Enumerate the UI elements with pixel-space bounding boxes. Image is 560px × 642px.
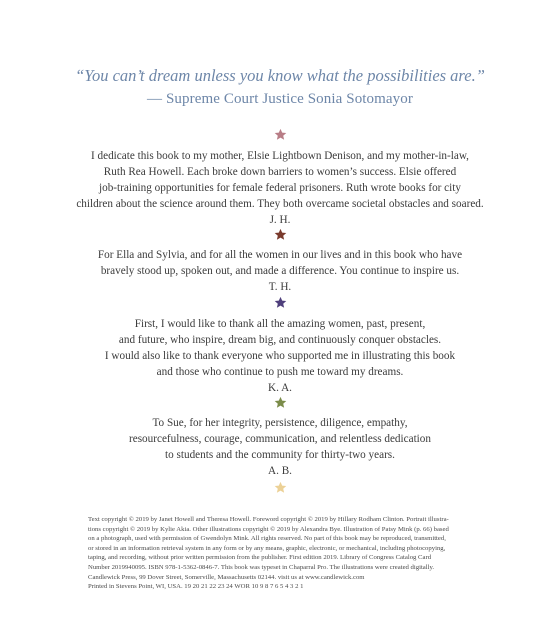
dedication-initials: T. H. — [268, 281, 292, 293]
copyright-line: taping, and recording, without prior written permission from the publisher. First edition 2019. Library of Congress Catalog Card — [88, 554, 432, 562]
dedication-line: and future, who inspire, dream big, and continuously conquer obstacles. — [118, 334, 442, 346]
dedication-j-h — [0, 148, 560, 228]
dedication-line: I dedicate this book to my mother, Elsie Lightbown Denison, and my mother-in-law, — [91, 150, 469, 162]
dedication-initials: J. H. — [269, 214, 291, 226]
star-divider-icon — [274, 396, 287, 409]
star-divider-icon — [274, 128, 287, 141]
dedication-line: and those who continue to push me toward my dreams. — [156, 366, 404, 378]
dedication-a-b — [0, 415, 560, 479]
dedication-line: resourcefulness, courage, communication, and relentless dedication — [129, 433, 431, 445]
star-divider-icon — [274, 481, 287, 494]
star-divider-icon — [274, 296, 287, 309]
dedication-line: For Ella and Sylvia, and for all the women in our lives and in this book who have — [97, 249, 463, 261]
copyright-line: or stored in an information retrieval system in any form or by any means, graphic, electronic, or mechanical, including photocopying, — [88, 544, 446, 552]
dedication-initials: A. B. — [268, 465, 292, 477]
copyright-notice — [88, 515, 480, 592]
dedication-line: Ruth Rea Howell. Each broke down barriers to women’s success. Elsie offered — [103, 166, 457, 178]
dedication-line: to students and the community for thirty-two years. — [165, 449, 395, 461]
dedication-line: First, I would like to thank all the amazing women, past, present, — [134, 318, 426, 330]
dedication-line: children about the science around them. They both overcame societal obstacles and soared. — [76, 198, 484, 210]
dedication-line: bravely stood up, spoken out, and made a difference. You continue to inspire us. — [100, 265, 460, 277]
star-divider-icon — [274, 228, 287, 241]
copyright-line: Number 2019940095. ISBN 978-1-5362-0846-7. This book was typeset in Chaparral Pro. The illustrations were created digitally. — [88, 563, 435, 571]
dedication-line: job-training opportunities for female federal prisoners. Ruth wrote books for city — [99, 182, 461, 194]
dedication-line: To Sue, for her integrity, persistence, diligence, empathy, — [152, 417, 408, 429]
copyright-line: Text copyright © 2019 by Janet Howell and Theresa Howell. Foreword copyright © 2019 by Hillary Rodham Clinton. Portrait illustra- — [88, 516, 449, 523]
copyright-line: Candlewick Press, 99 Dover Street, Somerville, Massachusetts 02144. visit us at www.candlewick.com — [88, 573, 365, 581]
epigraph-attribution: — Supreme Court Justice Sonia Sotomayor — [147, 91, 413, 107]
dedication-initials: K. A. — [268, 382, 292, 394]
copyright-line: tions copyright © 2019 by Kylie Akia. Other illustrations copyright © 2019 by Alexandra Bye. Illustration of Patsy Mink (p. 66) based — [88, 525, 449, 533]
dedication-t-h — [0, 247, 560, 295]
dedication-line: I would also like to thank everyone who supported me in illustrating this book — [104, 350, 456, 362]
epigraph — [0, 66, 560, 110]
epigraph-quote: “You can’t dream unless you know what the possibilities are.” — [75, 66, 485, 85]
copyright-line: on a photograph, used with permission of Gwendolyn Mink. All rights reserved. No part of this book may be reproduced, transmitted, — [88, 535, 446, 543]
dedication-k-a — [0, 316, 560, 396]
copyright-line: Printed in Stevens Point, WI, USA. 19 20 21 22 23 24 WOR 10 9 8 7 6 5 4 3 2 1 — [88, 583, 304, 591]
